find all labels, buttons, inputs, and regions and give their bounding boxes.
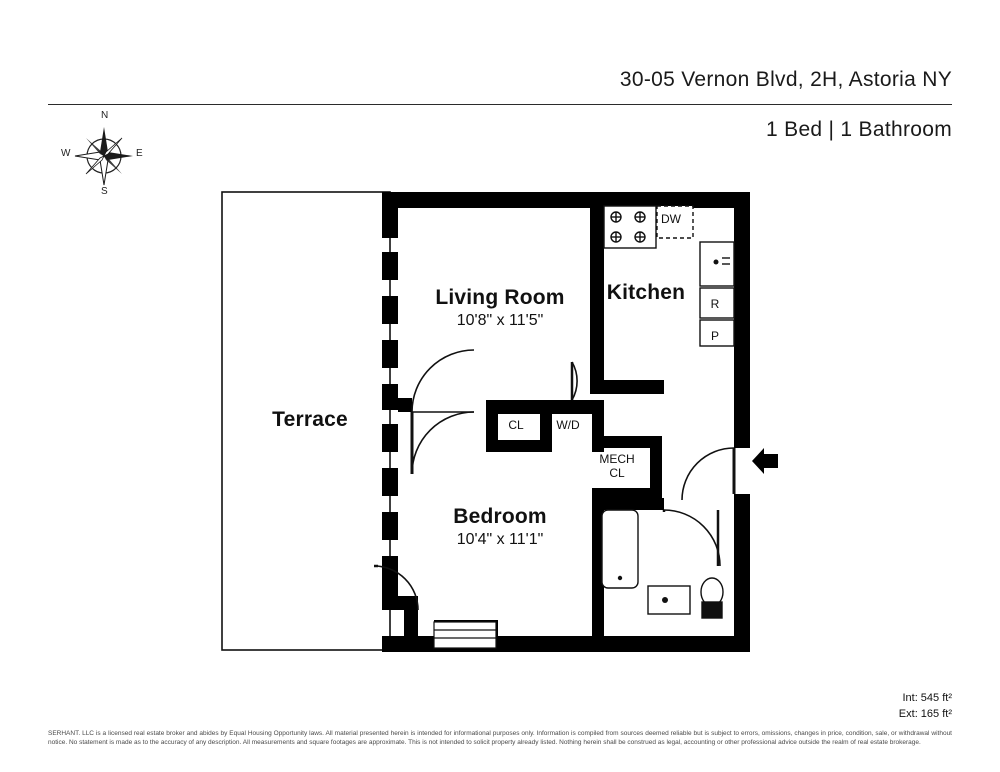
door-swings xyxy=(374,350,734,610)
page-title: 30-05 Vernon Blvd, 2H, Astoria NY xyxy=(619,68,952,91)
bedroom-dimensions: 10'4" x 11'1" xyxy=(456,531,544,548)
entry-arrow-icon xyxy=(752,448,778,474)
living-room-dimensions: 10'8" x 11'5" xyxy=(456,312,544,329)
kitchen-name: Kitchen xyxy=(606,281,686,304)
interior-area: Int: 545 ft² xyxy=(902,692,952,704)
bathroom-fixtures xyxy=(602,510,723,618)
compass-north-label: N xyxy=(101,110,109,121)
kitchen-fixtures xyxy=(604,206,734,346)
refrigerator-label: R xyxy=(710,297,720,311)
page-subtitle: 1 Bed | 1 Bathroom xyxy=(766,118,952,141)
mech-closet-label xyxy=(585,452,649,480)
terrace-name: Terrace xyxy=(272,408,348,431)
mech-closet-label-line2: CL xyxy=(609,466,625,480)
compass-south-label: S xyxy=(101,186,108,197)
stair-hatch xyxy=(434,622,496,648)
compass-east-label: E xyxy=(136,148,143,159)
terrace-outline xyxy=(222,192,390,650)
pantry-label: P xyxy=(710,329,719,343)
closet-label: CL xyxy=(508,418,524,432)
exterior-area: Ext: 165 ft² xyxy=(898,708,952,720)
washer-dryer-label: W/D xyxy=(556,418,580,432)
bedroom-name: Bedroom xyxy=(453,505,547,528)
compass-west-label: W xyxy=(61,148,71,159)
dishwasher-label: DW xyxy=(661,212,681,226)
living-room-name: Living Room xyxy=(435,286,565,309)
mech-closet-label-line1: MECH xyxy=(599,452,635,466)
legal-disclaimer: SERHANT. LLC is a licensed real estate broker and abides by Equal Housing Opportunity laws. All material presented herein is intended for informational purposes only. Information is compiled from sources deemed reliable but is subject to errors, omissions, changes in price, condition, sale, or withdrawal without notice. No statement is made as to the accuracy of any description. All measurements and square footages are approximate. This is not intended to solicit property already listed. Nothing herein shall be construed as legal, accounting or other professional advice outside the realm of real estate brokerage. xyxy=(48,730,952,746)
